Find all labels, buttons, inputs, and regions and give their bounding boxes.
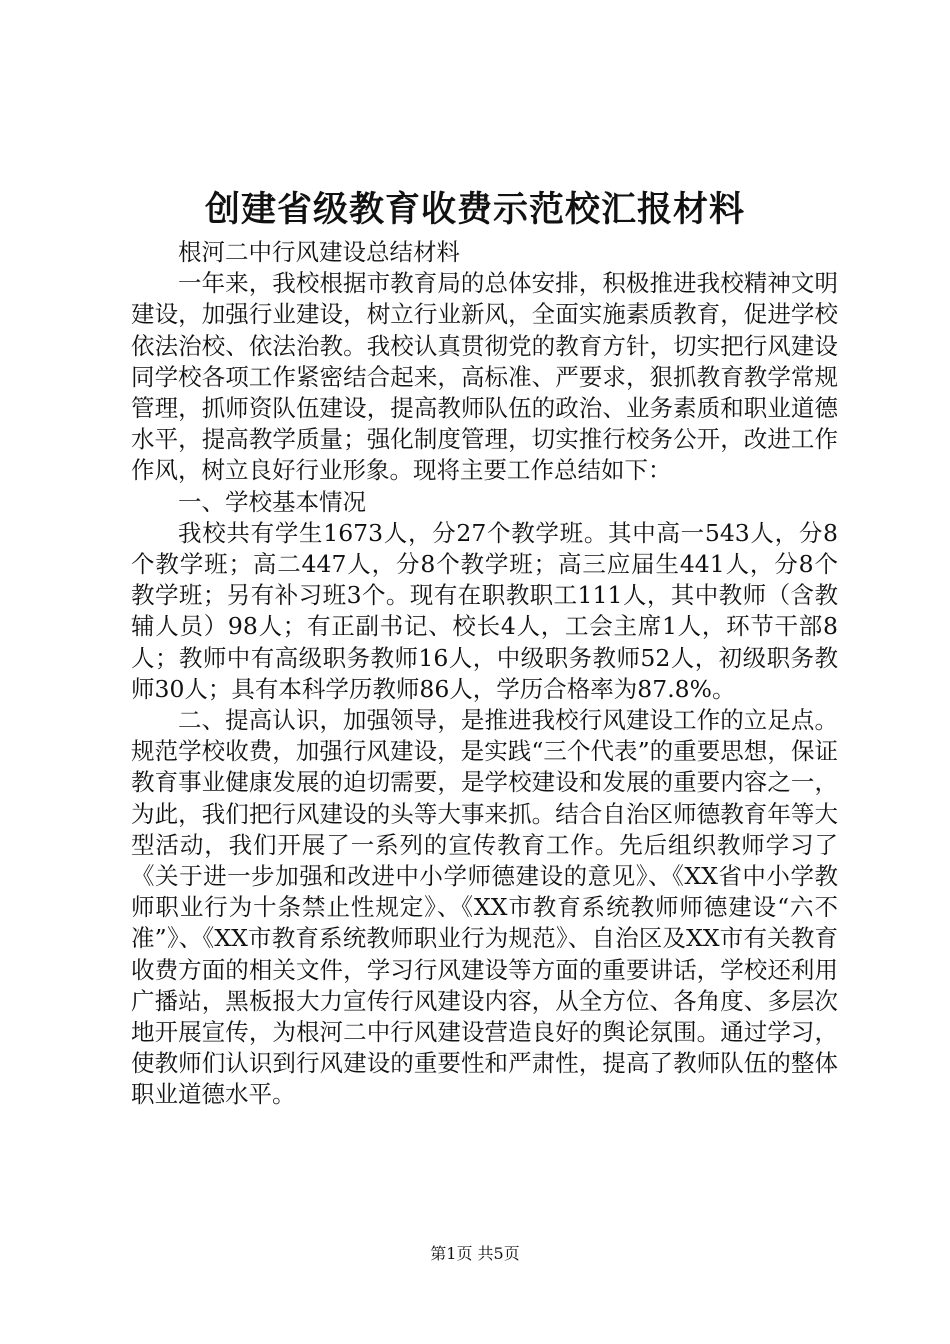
school-info-paragraph: 我校共有学生1673人，分27个教学班。其中高一543人，分8个教学班；高二447人，分8个教学班；高三应届生441人，分8个教学班；另有补习班3个。现有在职教职工111人，其中教师（含教辅人员）98人；有正副书记、校长4人，工会主席1人，环节干部8人；教师中有高级职务教师16人，中级职务教师52人，初级职务教师30人；具有本科学历教师86人，学历合格率为87.8%。 — [131, 518, 838, 703]
intro-paragraph: 一年来，我校根据市教育局的总体安排，积极推进我校精神文明建设，加强行业建设，树立行业新风，全面实施素质教育，促进学校依法治校、依法治教。我校认真贯彻党的教育方针，切实把行风建设同学校各项工作紧密结合起来，高标准、严要求，狠抓教育教学常规管理，抓师资队伍建设，提高教师队伍的政治、业务素质和职业道德水平，提高教学质量；强化制度管理，切实推行校务公开，改进工作作风，树立良好行业形象。现将主要工作总结如下： — [131, 269, 838, 485]
document-body — [131, 237, 838, 1111]
section-heading-1: 一、学校基本情况 — [178, 487, 366, 516]
section-2-paragraph: 二、提高认识，加强领导，是推进我校行风建设工作的立足点。规范学校收费，加强行风建设，是实践“三个代表”的重要思想，保证教育事业健康发展的迫切需要，是学校建设和发展的重要内容之一，为此，我们把行风建设的头等大事来抓。结合自治区师德教育年等大型活动，我们开展了一系列的宣传教育工作。先后组织教师学习了《关于进一步加强和改进中小学师德建设的意见》、《XX省中小学教师职业行为十条禁止性规定》、《XX市教育系统教师师德建设“六不准”》、《XX市教育系统教师职业行为规范》、自治区及XX市有关教育收费方面的相关文件，学习行风建设等方面的重要讲话，学校还利用广播站，黑板报大力宣传行风建设内容，从全方位、各角度、多层次地开展宣传，为根河二中行风建设营造良好的舆论氛围。通过学习，使教师们认识到行风建设的重要性和严肃性，提高了教师队伍的整体职业道德水平。 — [131, 706, 838, 1109]
document-title: 创建省级教育收费示范校汇报材料 — [204, 189, 745, 230]
subtitle-paragraph: 根河二中行风建设总结材料 — [178, 238, 460, 266]
page-footer: 第1页 共5页 — [430, 1244, 520, 1263]
